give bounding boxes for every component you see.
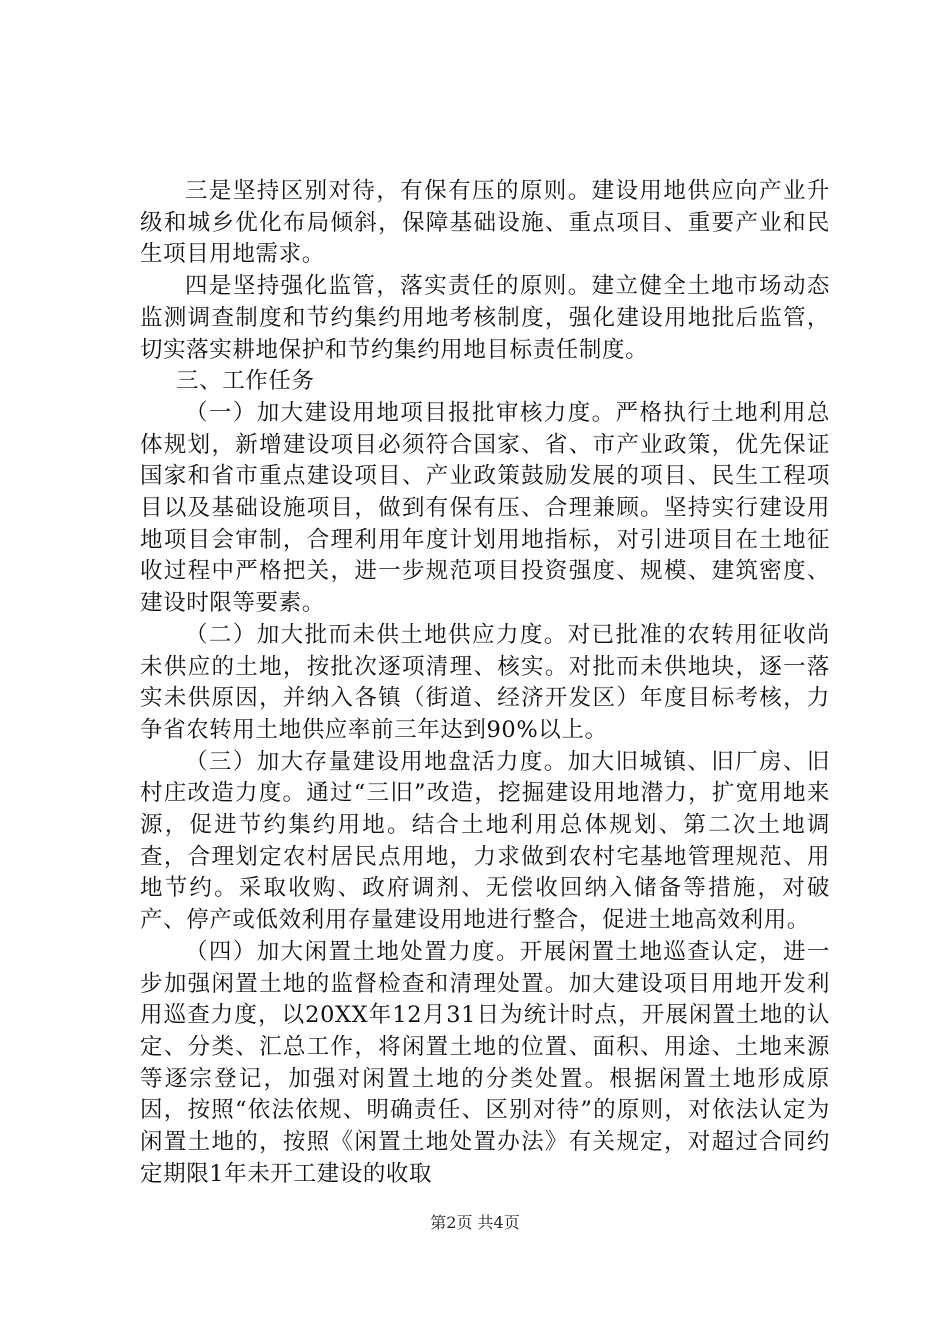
- page-number-footer: 第2页 共4页: [430, 1213, 520, 1232]
- paragraph-principle-four: 四是坚持强化监管，落实责任的原则。建立健全土地市场动态监测调查制度和节约集约用地考核制度，强化建设用地批后监管，切实落实耕地保护和节约集约用地目标责任制度。: [140, 273, 830, 363]
- paragraph-principle-three: 三是坚持区别对待，有保有压的原则。建设用地供应向产业升级和城乡优化布局倾斜，保障基础设施、重点项目、重要产业和民生项目用地需求。: [140, 178, 830, 268]
- section-heading-work-tasks: 三、工作任务: [176, 368, 315, 395]
- document-body: [140, 176, 830, 1191]
- paragraph-task-three: （三）加大存量建设用地盘活力度。加大旧城镇、旧厂房、旧村庄改造力度。通过“三旧”改造，挖掘建设用地潜力，扩宽用地来源，促进节约集约用地。结合土地利用总体规划、第二次土地调查，合理划定农村居民点用地，力求做到农村宅基地管理规范、用地节约。采取收购、政府调剂、无偿收回纳入储备等措施，对破产、停产或低效利用存量建设用地进行整合，促进土地高效利用。: [140, 748, 830, 934]
- paragraph-task-four: （四）加大闲置土地处置力度。开展闲置土地巡查认定，进一步加强闲置土地的监督检查和清理处置。加大建设项目用地开发利用巡查力度，以20XX年12月31日为统计时点，开展闲置土地的认定、分类、汇总工作，将闲置土地的位置、面积、用途、土地来源等逐宗登记，加强对闲置土地的分类处置。根据闲置土地形成原因，按照“依法依规、明确责任、区别对待”的原则，对依法认定为闲置土地的，按照《闲置土地处置办法》有关规定，对超过合同约定期限1年未开工建设的收取: [140, 938, 830, 1187]
- paragraph-task-two: （二）加大批而未供土地供应力度。对已批准的农转用征收尚未供应的土地，按批次逐项清理、核实。对批而未供地块，逐一落实未供原因，并纳入各镇（街道、经济开发区）年度目标考核，力争省农转用土地供应率前三年达到90%以上。: [140, 621, 830, 743]
- paragraph-task-one: （一）加大建设用地项目报批审核力度。严格执行土地利用总体规划，新增建设项目必须符合国家、省、市产业政策，优先保证国家和省市重点建设项目、产业政策鼓励发展的项目、民生工程项目以及基础设施项目，做到有保有压、合理兼顾。坚持实行建设用地项目会审制，合理利用年度计划用地指标，对引进项目在土地征收过程中严格把关，进一步规范项目投资强度、规模、建筑密度、建设时限等要素。: [140, 399, 830, 617]
